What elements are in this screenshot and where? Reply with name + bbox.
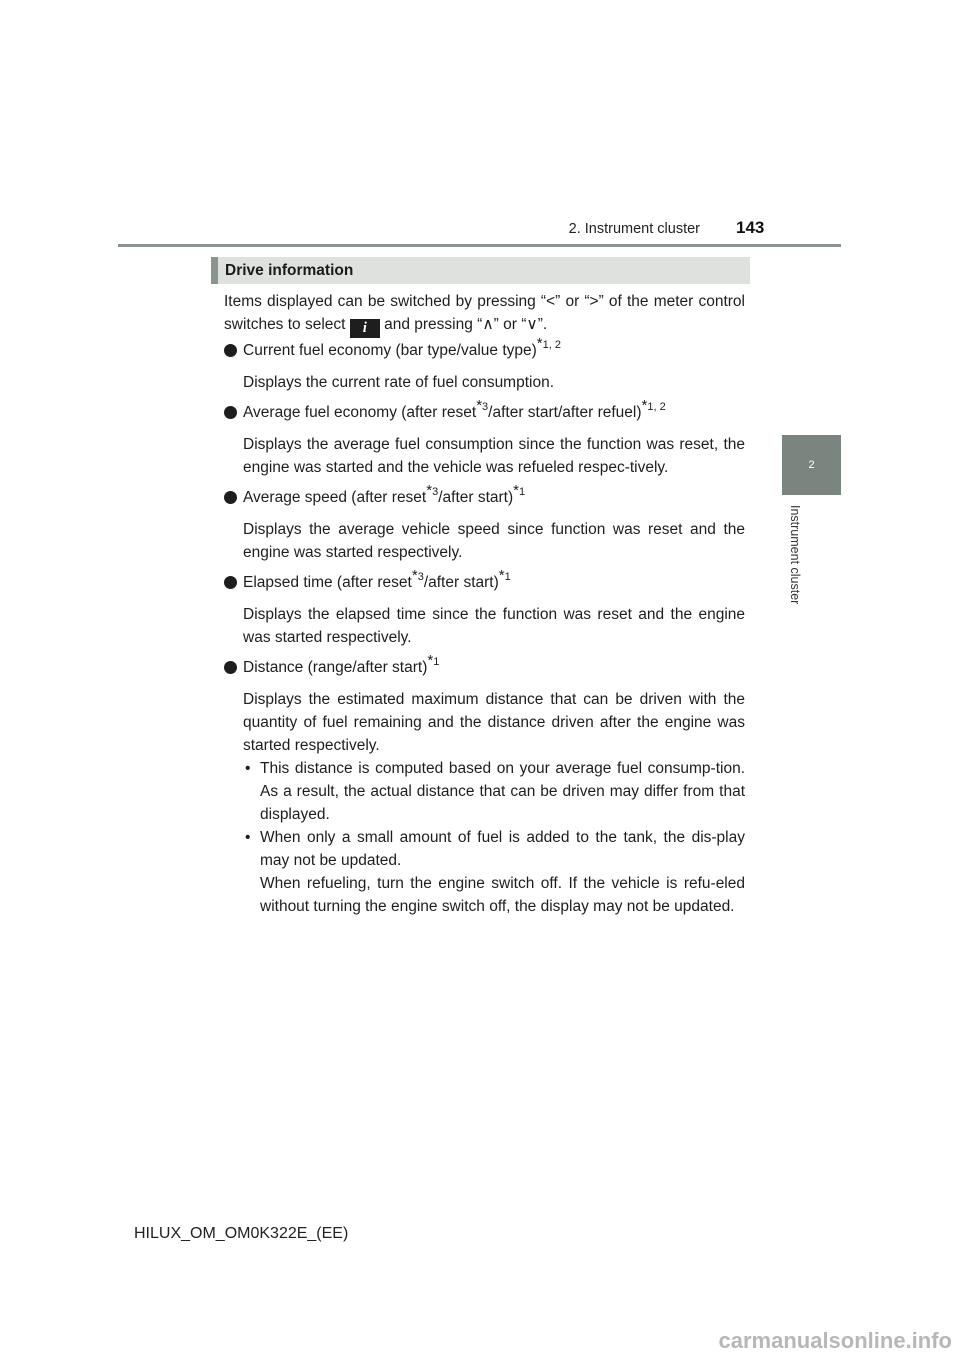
footnote-ref: *3 <box>426 482 439 499</box>
footnote-ref-number: 3 <box>432 486 439 498</box>
bullet-icon <box>224 576 237 589</box>
footnote-ref-number: 1, 2 <box>647 401 666 413</box>
item-description: Displays the current rate of fuel consumption. <box>243 374 555 391</box>
list-item <box>224 397 745 479</box>
item-title-text-continued: /after start) <box>438 489 514 506</box>
item-description: Displays the average vehicle speed since function was reset and the engine was started respectively. <box>243 521 745 561</box>
watermark: carmanualsonline.info <box>718 1328 952 1353</box>
list-item <box>224 335 745 394</box>
bullet-icon <box>224 491 237 504</box>
footnote-ref: *1 <box>498 567 511 584</box>
footnote-ref-number: 1, 2 <box>542 339 561 351</box>
intro-text-before: Items displayed can be switched by pressing “<” or “>” of the meter control switches to select <box>224 293 745 333</box>
note-text: This distance is computed based on your average fuel consump-tion. As a result, the actual distance that can be driven may differ from that displayed. <box>260 760 745 823</box>
bullet-dot-icon: • <box>245 829 251 846</box>
bullet-icon <box>224 661 237 674</box>
footnote-ref-number: 3 <box>482 401 489 413</box>
item-title-text: Average fuel economy (after reset <box>243 404 477 421</box>
item-description: Displays the average fuel consumption since the function was reset, the engine was started and the vehicle was refueled respec-tively. <box>243 436 745 476</box>
footnote-ref: *1 <box>513 482 526 499</box>
bullet-icon <box>224 406 237 419</box>
footnote-ref: *1, 2 <box>641 397 666 414</box>
footnote-ref-number: 1 <box>433 656 440 668</box>
item-title-text: Distance (range/after start) <box>243 659 428 676</box>
footnote-ref-number: 3 <box>417 571 424 583</box>
list-item <box>224 482 745 564</box>
footnote-ref: *3 <box>411 567 424 584</box>
footnote-ref: *1, 2 <box>536 335 561 352</box>
footnote-ref: *1 <box>427 652 440 669</box>
bullet-icon <box>224 344 237 357</box>
footnote-ref: *3 <box>476 397 489 414</box>
item-title <box>224 335 745 362</box>
info-button-icon: i <box>350 319 380 338</box>
item-title-text: Elapsed time (after reset <box>243 574 412 591</box>
note-item <box>224 757 745 826</box>
document-code: HILUX_OM_OM0K322E_(EE) <box>134 1225 349 1242</box>
item-title-text: Current fuel economy (bar type/value type) <box>243 342 537 359</box>
item-title <box>224 397 745 424</box>
item-title <box>224 652 745 679</box>
section-heading <box>211 257 750 284</box>
page-number: 143 <box>736 218 765 237</box>
running-header-section: 2. Instrument cluster <box>568 221 700 237</box>
item-title-text: Average speed (after reset <box>243 489 427 506</box>
item-title-text-continued: /after start/after refuel) <box>488 404 642 421</box>
item-title <box>224 567 745 594</box>
note-text: When only a small amount of fuel is added to the tank, the dis-play may not be updated. <box>260 829 745 869</box>
item-title-text-continued: /after start) <box>423 574 499 591</box>
list-item <box>224 567 745 649</box>
bullet-dot-icon: • <box>245 760 251 777</box>
note-item <box>224 826 745 918</box>
list-item <box>224 652 745 918</box>
section-heading-text: Drive information <box>225 261 354 279</box>
footnote-ref-number: 1 <box>519 486 526 498</box>
intro-text-after: and pressing “∧” or “∨”. <box>384 316 548 333</box>
chapter-tab-label: Instrument cluster <box>788 505 802 605</box>
footnote-ref-number: 1 <box>504 571 511 583</box>
item-description: Displays the elapsed time since the function was reset and the engine was started respectively. <box>243 606 745 646</box>
item-description: Displays the estimated maximum distance that can be driven with the quantity of fuel remaining and the distance driven after the engine was started respectively. <box>243 691 745 754</box>
note-list <box>224 757 745 918</box>
intro-paragraph <box>224 290 745 338</box>
item-title <box>224 482 745 509</box>
chapter-tab[interactable] <box>782 435 841 495</box>
header-divider <box>118 244 841 247</box>
chapter-tab-number: 2 <box>808 459 815 471</box>
main-content <box>224 290 745 918</box>
note-text-continued: When refueling, turn the engine switch off. If the vehicle is refu-eled without turning the engine switch off, the display may not be updated. <box>260 875 745 915</box>
